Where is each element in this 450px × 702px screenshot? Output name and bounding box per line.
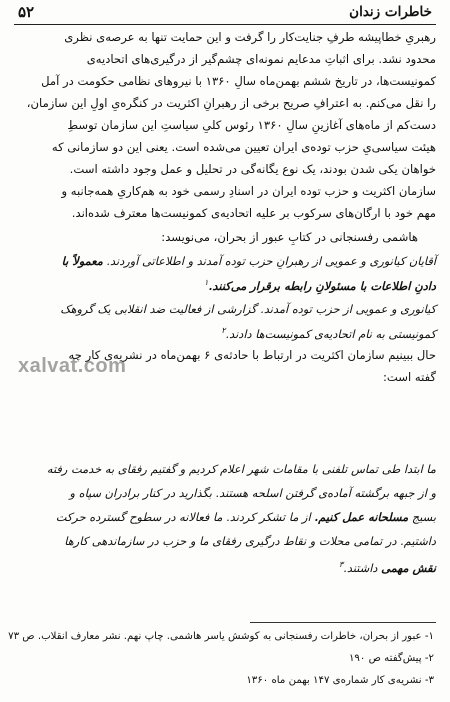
quote-bold-text: مسلحانه عمل کنیم.: [314, 510, 409, 524]
text-line: دست‌کم از ماه‌های آغازینِ سالِ ۱۳۶۰ رئوس کلیِ سیاستِ این سازمان توسطِ: [67, 118, 436, 132]
quote-bold-text: نقش مهمی: [381, 560, 436, 575]
footnote: ۳- نشریه‌ی کار شماره‌ی ۱۴۷ بهمن ماه ۱۳۶۰: [246, 675, 434, 686]
quote-line: داشتیم. در تمامی محلات و نقاط درگیری رفقای ما و حزب در سازماندهی کارها: [64, 534, 436, 548]
watermark: xalvat.com: [18, 355, 127, 377]
text-line: کمونیست‌ها، در تاریخ ششم بهمن‌ماه سالِ ۱۳۶۰ با نیروهای نظامی حکومت در آمل: [41, 74, 436, 88]
page-header: [14, 2, 436, 22]
text-line: حال ببینیم سازمان اکثریت در ارتباط با حادثه‌ی ۶ بهمن‌ماه در نشریه‌ی کار چه: [68, 348, 436, 362]
text-line: هیئت سیاسی‌یِ حزب توده‌ی ایران تعیین می‌شده است. یعنی این دو سازمانی که: [51, 140, 436, 154]
quote-line: [14, 506, 436, 528]
footnote-ref: ۳: [338, 560, 344, 569]
quote-text: بسیج: [411, 510, 436, 524]
footnote-rule: [250, 622, 436, 623]
quote-bold-text: دادنِ اطلاعات با مسئولانِ رابطه برقرار می‌کنند.: [208, 278, 436, 293]
page-number: ۵۲: [18, 3, 35, 21]
text-line: را نقل می‌کنم. به اعترافِ صریح برخی از رهبرانِ اکثریت در کنگره‌یِ اولِ این سازمان،: [26, 96, 436, 110]
text-line: سازمان اکثریت و حزب توده ایران در اسنادِ رسمی خود به هم‌کاریِ همه‌جانبه و: [61, 184, 436, 198]
quote-bold-text: معمولاً با: [61, 254, 103, 268]
text-line: محدود نشد. برای اثباتِ مدعایم نمونه‌ای چشم‌گیر از درگیری‌های اتحادیه‌ی: [86, 52, 436, 66]
quote-line: [14, 554, 436, 576]
quote-text: آقایان کیانوری و عمویی از رهبرانِ حزب توده آمدند و اطلاعاتی آوردند.: [106, 254, 436, 268]
footnote: ۲- پیش‌گفته ص ۱۹۰: [348, 653, 434, 664]
quote-line: کیانوری و عمویی از حزب توده آمدند. گزارشی از فعالیت ضد انقلابی یک گروهک: [60, 302, 436, 316]
quote-line: [14, 250, 436, 272]
quote-line: [14, 320, 436, 342]
text-line: خواهان یکی شدن بودند، یک نوع یگانه‌گی در تحلیل و عمل وجود داشته است.: [69, 162, 436, 176]
quote-text: کمونیستی به نام اتحادیه‌ی کمونیست‌ها دادند.: [225, 326, 436, 341]
quote-intro: هاشمی رفسنجانی در کتابِ عبور از بحران، می‌نویسد:: [161, 230, 418, 244]
running-title: خاطرات زندان: [349, 4, 432, 20]
footnote: ۱- عبور از بحران، خاطرات رفسنجانی به کوشش یاسر هاشمی. چاپ نهم. نشر معارف انقلاب. ص ۷۳: [8, 631, 434, 642]
text-line: گفته است:: [382, 370, 436, 384]
quote-line: و از جبهه برگشته آماده‌ی گرفتن اسلحه هستند. بگذارید در کنار برادران سپاه و: [69, 486, 436, 500]
header-rule: [14, 24, 436, 25]
text-line: رهبریِ خطاپیشه طرفِ جنایت‌کار را گرفت و این حمایت تنها به عرصه‌ی نظری: [64, 30, 436, 44]
quote-text: داشتند.: [343, 560, 378, 575]
text-line: مهم خود با ارگان‌های سرکوب بر علیه اتحادیه‌ی کمونیست‌ها معترف شده‌اند.: [71, 206, 436, 220]
footnote-ref: ۲: [221, 326, 226, 335]
footnote-ref: ۱: [204, 278, 209, 287]
quote-line: [14, 272, 436, 294]
quote-text: از ما تشکر کردند. ما فعالانه در سطوح گسترده حرکت: [55, 510, 311, 524]
quote-line: ما ابتدا طی تماس تلفنی با مقامات شهر اعلام کردیم و گفتیم رفقای به خدمت رفته: [46, 462, 436, 476]
